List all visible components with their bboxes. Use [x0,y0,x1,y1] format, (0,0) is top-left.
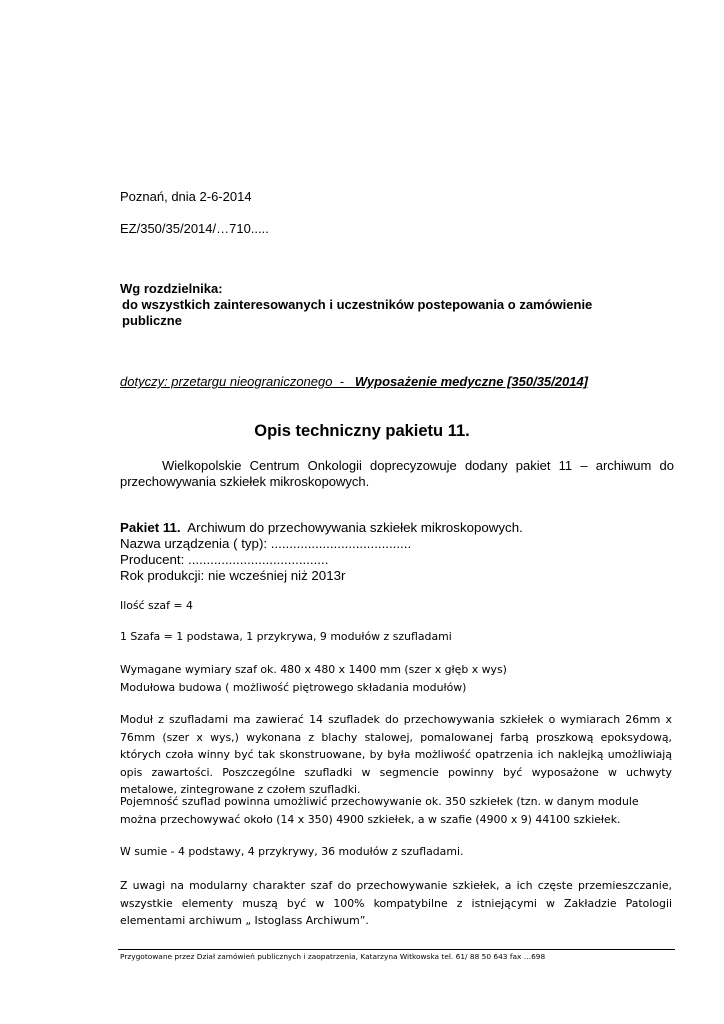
compatibility-paragraph: Z uwagi na modularny charakter szaf do przechowywanie szkiełek, a ich częste przemieszczanie, wszystkie elementy muszą być w 100% kompatybilne z istniejącymi w Zakładzie Patologii elementami archiwum „ Istoglass Archiwum”. [120,879,672,927]
package-block [120,520,672,584]
footer-divider [118,949,675,950]
production-year-line: Rok produkcji: nie wcześniej niż 2013r [120,568,346,583]
page-title: Opis techniczny pakietu 11. [254,422,470,440]
subject-line [120,374,672,390]
reference-number: EZ/350/35/2014/…710..... [120,221,269,236]
composition-line: 1 Szafa = 1 podstawa, 1 przykrywa, 9 modułów z szufladami [120,630,452,643]
footer-text: Przygotowane przez Dział zamówień publicznych i zaopatrzenia, Katarzyna Witkowska tel. 61/ 88 50 643 fax …698 [120,952,546,961]
producer-line: Producent: ...................................... [120,552,329,567]
dimensions-block [120,661,672,696]
total-line: W sumie - 4 podstawy, 4 przykrywy, 36 modułów z szufladami. [120,845,464,858]
recipients-label: Wg rozdzielnika: [120,281,223,296]
dimensions-line: Wymagane wymiary szaf ok. 480 x 480 x 1400 mm (szer x głęb x wys) [120,663,507,676]
package-heading [120,520,672,536]
modular-line: Modułowa budowa ( możliwość piętrowego składania modułów) [120,680,467,694]
subject-name: Wyposażenie medyczne [350/35/2014] [354,374,589,389]
place-date: Poznań, dnia 2-6-2014 [120,189,252,204]
quantity-line: Ilość szaf = 4 [120,599,193,612]
intro-paragraph: Wielkopolskie Centrum Onkologii doprecyzowuje dodany pakiet 11 – archiwum do przechowywania szkiełek mikroskopowych. [120,458,674,489]
recipients-line: do wszystkich zainteresowanych i uczestników postepowania o zamówienie publiczne [122,297,593,328]
package-label: Pakiet 11. [120,520,181,535]
package-name: Archiwum do przechowywania szkiełek mikroskopowych. [180,520,523,535]
module-paragraph: Moduł z szufladami ma zawierać 14 szufladek do przechowywania szkiełek o wymiarach 26mm x 76mm (szer x wys,) wykonana z blachy stalowej, pomalowanej farbą proszkową epoksydową, których czoła winny być tak skonstruowane, by była możliwość opatrzenia ich naklejką umożliwiają opis zawartości. Poszczególne szufladki w segmencie powinny być wyposażone w uchwyty metalowe, zintegrowane z czołem szufladki. [120,713,672,796]
device-name-line: Nazwa urządzenia ( typ): ...................................... [120,536,412,551]
subject-prefix: dotyczy: przetargu nieograniczonego - [120,374,355,389]
capacity-paragraph: Pojemność szuflad powinna umożliwić przechowywanie ok. 350 szkiełek (tzn. w danym module można przechowywać około (14 x 350) 4900 szkiełek, a w szafie (4900 x 9) 44100 szkiełek. [120,795,639,826]
